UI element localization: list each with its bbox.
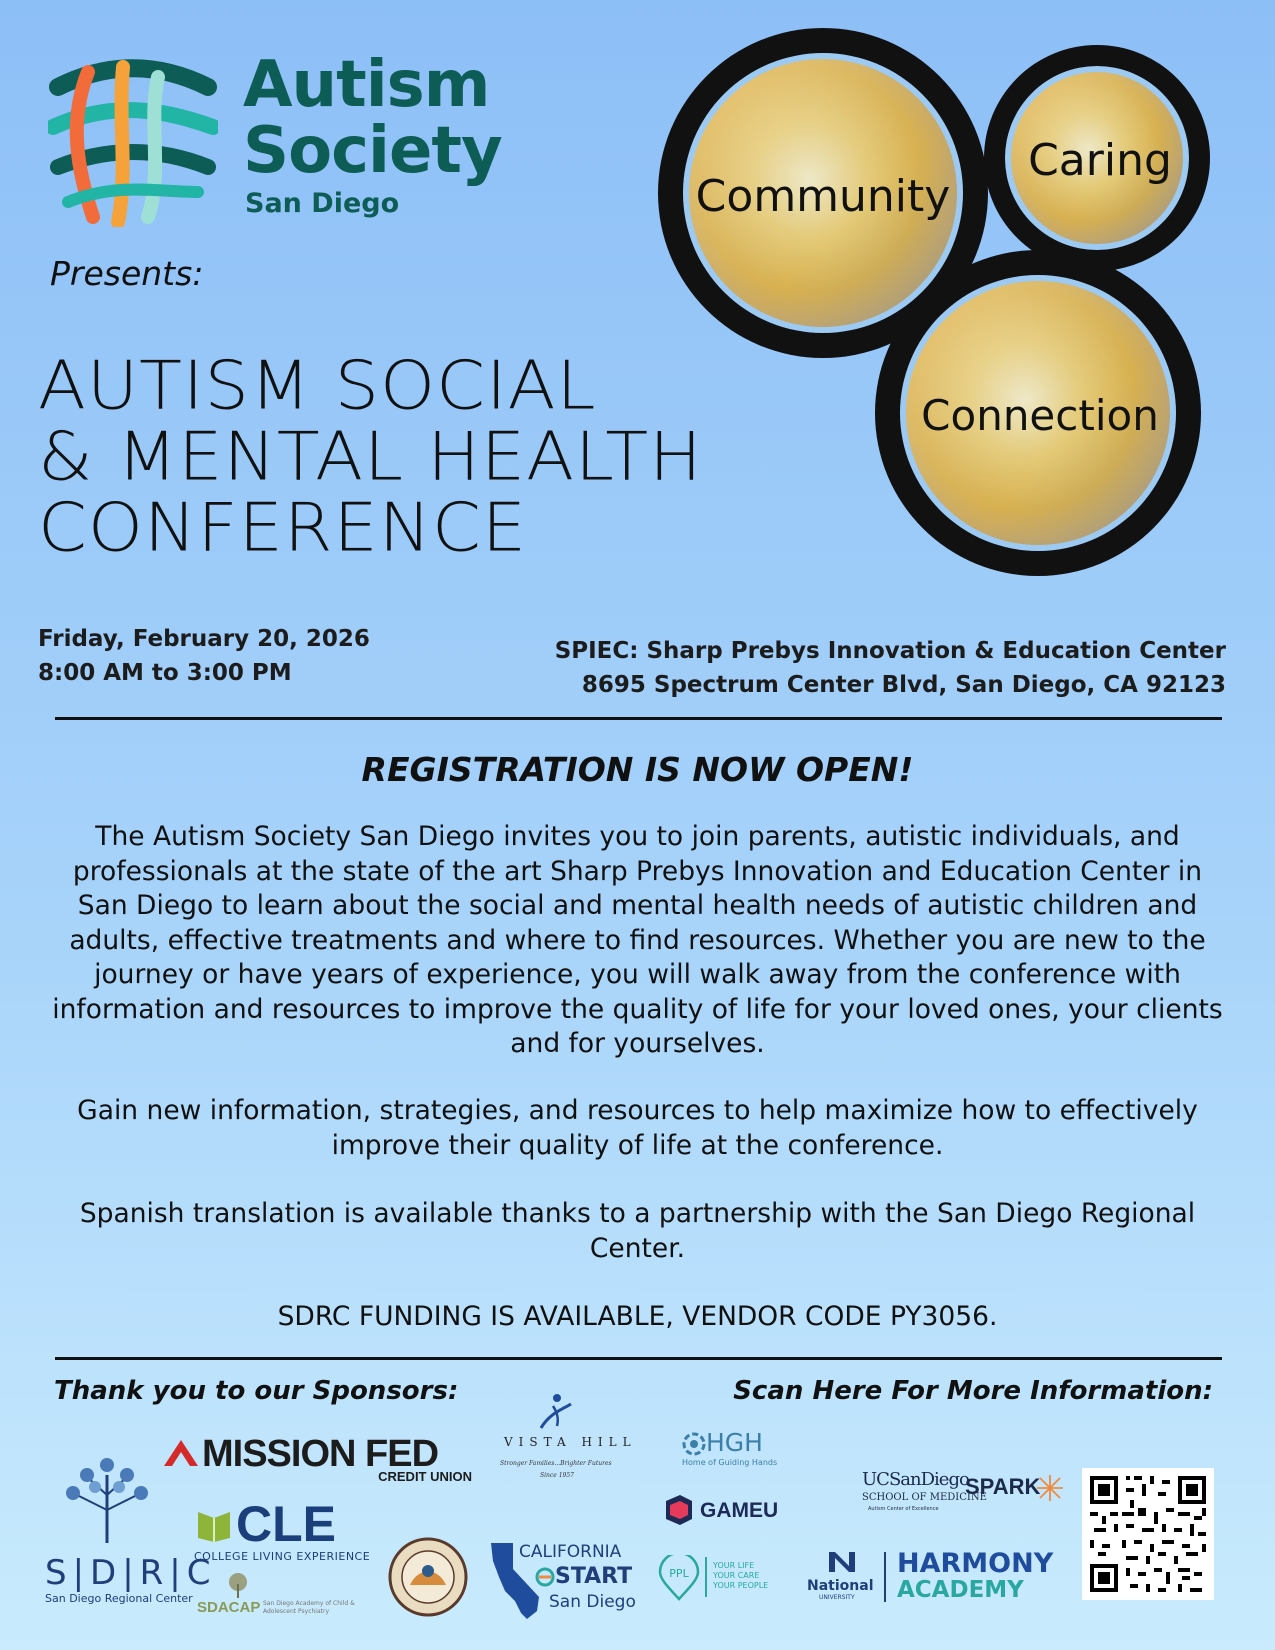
sponsor-national-university[interactable] <box>805 1550 885 1602</box>
sponsor-mission-fed[interactable] <box>162 1434 472 1484</box>
cle-book-icon <box>196 1508 232 1542</box>
sponsor-ppl[interactable] <box>658 1555 778 1605</box>
presents-label: Presents: <box>50 254 204 293</box>
ppl-label: PPL <box>669 1567 689 1580</box>
qr-code-icon <box>1082 1468 1214 1600</box>
venue-name: SPIEC: Sharp Prebys Innovation & Education Center <box>554 638 1226 664</box>
caring-label: Caring <box>1028 135 1172 186</box>
sdacap-sub: San Diego Academy of Child & Adolescent Psychiatry <box>263 1600 355 1615</box>
hgh-name: HGH <box>706 1428 763 1457</box>
sdrc-letters: S|D|R|C <box>45 1553 217 1593</box>
sponsor-sdrc[interactable] <box>45 1455 217 1605</box>
event-time: 8:00 AM to 3:00 PM <box>38 660 292 686</box>
title-line-3: CONFERENCE <box>38 488 528 567</box>
event-datetime <box>38 622 370 690</box>
connection-label: Connection <box>921 391 1159 440</box>
harmony-name: HARMONY <box>897 1548 1054 1579</box>
ca-start-line1: CALIFORNIA <box>519 1542 622 1562</box>
spanish-paragraph: Spanish translation is available thanks to a partnership with the San Diego Regional Center. <box>79 1198 1196 1264</box>
spark-burst-icon <box>1035 1473 1065 1503</box>
autism-society-logo-mark <box>48 52 218 227</box>
mission-fed-sub: CREDIT UNION <box>378 1469 472 1484</box>
title-line-1: AUTISM SOCIAL <box>38 346 597 425</box>
connection-circle <box>875 250 1201 576</box>
hgh-flower-icon <box>682 1432 706 1456</box>
vista-hill-icon <box>535 1392 575 1432</box>
sponsor-divider <box>884 1552 886 1602</box>
sponsor-gameu[interactable] <box>662 1493 792 1529</box>
intro-paragraph: The Autism Society San Diego invites you to join parents, autistic individuals, and professionals at the state of the art Sharp Prebys Innovation and Education Center in San Diego to learn about the social and mental health needs of autistic children and adults, effective treatments and where to find resources. Whether you are new to the journey or have years of experience, you will walk away from the conference with information and resources to improve the quality of life for your loved ones, your clients and for yourselves. <box>52 821 1223 1059</box>
ucsd-sub2: Autism Center of Excellence <box>868 1506 939 1512</box>
start-swirl-icon <box>535 1567 555 1587</box>
org-sub: San Diego <box>245 188 400 219</box>
sycuan-seal-icon <box>388 1537 468 1617</box>
gameu-name: GAMEU <box>700 1499 779 1522</box>
divider-top <box>55 717 1222 720</box>
org-name-line1: Autism <box>243 48 490 122</box>
sponsor-vista-hill[interactable] <box>500 1392 637 1482</box>
scan-heading: Scan Here For More Information: <box>733 1376 1213 1406</box>
sponsor-sdacap[interactable] <box>195 1572 365 1622</box>
sponsor-california-start[interactable] <box>487 1541 636 1621</box>
sponsor-spark[interactable] <box>965 1473 1065 1513</box>
registration-heading: REGISTRATION IS NOW OPEN! <box>361 750 914 789</box>
event-date: Friday, February 20, 2026 <box>38 626 370 652</box>
national-n-icon <box>827 1550 857 1574</box>
sdacap-tree-icon <box>223 1572 253 1598</box>
hgh-sub: Home of Guiding Hands <box>682 1458 778 1467</box>
sponsor-ucsd[interactable] <box>862 1469 987 1520</box>
vista-hill-since: Since 1957 <box>540 1472 574 1479</box>
title-line-2: & MENTAL HEALTH <box>38 417 703 496</box>
themes-circles <box>650 28 1225 588</box>
tree-icon <box>57 1455 157 1545</box>
gameu-icon <box>662 1493 696 1527</box>
spark-name: SPARK <box>965 1474 1041 1499</box>
ppl-tagline <box>713 1561 768 1591</box>
vista-hill-tagline: Stronger Families...Brighter Futures <box>500 1460 612 1467</box>
national-name: National <box>807 1578 874 1594</box>
ppl-pin-icon <box>658 1555 700 1601</box>
event-venue <box>555 634 1226 702</box>
divider-bottom <box>55 1357 1222 1360</box>
sponsor-harmony-academy[interactable] <box>897 1550 1072 1606</box>
venue-address: 8695 Spectrum Center Blvd, San Diego, CA 92123 <box>581 672 1226 698</box>
ppl-line-3: YOUR PEOPLE <box>713 1581 769 1590</box>
mission-fed-icon <box>162 1438 200 1468</box>
ppl-divider <box>705 1557 707 1597</box>
conference-title <box>38 346 703 567</box>
ucsd-sub: SCHOOL OF MEDICINE <box>862 1492 987 1503</box>
gain-paragraph: Gain new information, strategies, and resources to help maximize how to effectively improve their quality of life at the conference. <box>77 1095 1198 1161</box>
ucsd-name: UCSanDiego <box>862 1469 969 1490</box>
sdrc-sub: San Diego Regional Center <box>45 1592 193 1605</box>
sponsor-sycuan-seal[interactable] <box>388 1537 468 1617</box>
sdacap-name: SDACAP <box>197 1599 261 1616</box>
academy-name: ACADEMY <box>897 1577 1024 1603</box>
cle-sub: COLLEGE LIVING EXPERIENCE <box>194 1550 371 1563</box>
ca-start-line2: START <box>555 1564 633 1589</box>
sponsor-cle[interactable] <box>192 1496 371 1563</box>
caring-circle <box>984 45 1210 271</box>
qr-code[interactable] <box>1082 1468 1214 1600</box>
ppl-line-1: YOUR LIFE <box>713 1561 755 1570</box>
community-label: Community <box>695 171 951 222</box>
ppl-line-2: YOUR CARE <box>713 1571 760 1580</box>
cle-name: CLE <box>236 1496 336 1552</box>
org-name-line2: Society <box>243 114 502 188</box>
national-sub: UNIVERSITY <box>819 1594 855 1601</box>
sponsors-heading: Thank you to our Sponsors: <box>54 1376 459 1406</box>
funding-paragraph: SDRC FUNDING IS AVAILABLE, VENDOR CODE PY3056. <box>277 1301 998 1332</box>
mission-fed-name: MISSION FED <box>202 1433 439 1475</box>
sponsor-hgh[interactable] <box>680 1430 790 1470</box>
ca-start-line3: San Diego <box>549 1592 636 1612</box>
vista-hill-name: VISTA HILL <box>504 1435 637 1449</box>
